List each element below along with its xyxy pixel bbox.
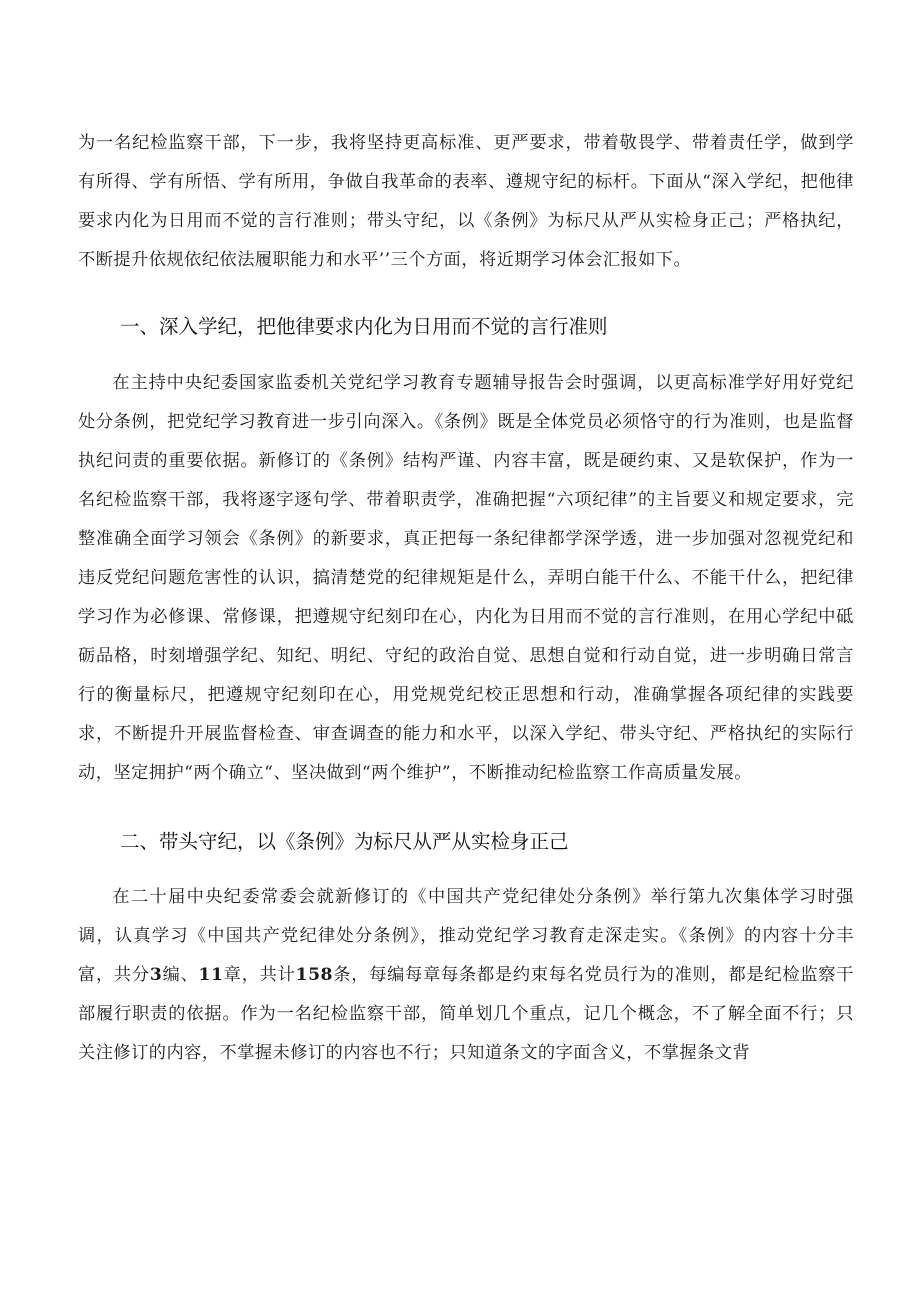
section-2-text-part-4: 条，每编每章每条都是约束每名党员行为的准则，都是纪检监察干部履行职责的依据。作为一名纪检监察干部，简单划几个重点，记几个概念，不了解全面不行；只关注修订的内容，不掌握未修订的内容也不行；只知道条文的字面含义，不掌握条文背 [78,965,854,1063]
section-2-text-part-3: 章，共计 [223,965,296,985]
section-2-heading: 二、带头守纪，以《条例》为标尺从严从实检身正己 [120,830,569,853]
document-body [78,124,854,1073]
articles-count: 158 [295,965,333,985]
chapters-count: 11 [198,965,224,985]
intro-paragraph: 为一名纪检监察干部，下一步，我将坚持更高标准、更严要求，带着敬畏学、带着责任学，做到学有所得、学有所悟、学有所用，争做自我革命的表率、遵规守纪的标杆。下面从“深入学纪，把他律要求内化为日用而不觉的言行准则；带头守纪，以《条例》为标尺从严从实检身正己；严格执纪，不断提升依规依纪依法履职能力和水平’’三个方面，将近期学习体会汇报如下。 [78,133,854,270]
section-1-heading: 一、深入学纪，把他律要求内化为日用而不觉的言行准则 [120,315,608,338]
section-2-paragraph [78,878,854,1073]
section-2-text-part-1: 在二十届中央纪委常委会就新修订的《中国共产党纪律处分条例》举行第九次集体学习时强调，认真学习《中国共产党纪律处分条例》，推动党纪学习教育走深走实。《条例》的内容十分丰富，共分 [78,887,854,985]
parts-count: 3 [149,965,163,985]
section-2-text-part-2: 编、 [162,965,199,985]
section-1-paragraph: 在主持中央纪委国家监委机关党纪学习教育专题辅导报告会时强调，以更高标准学好用好党纪处分条例，把党纪学习教育进一步引向深入。《条例》既是全体党员必须恪守的行为准则，也是监督执纪问责的重要依据。新修订的《条例》结构严谨、内容丰富，既是硬约束、又是软保护，作为一名纪检监察干部，我将逐字逐句学、带着职责学，准确把握“六项纪律”的主旨要义和规定要求，完整准确全面学习领会《条例》的新要求，真正把每一条纪律都学深学透，进一步加强对忽视党纪和违反党纪问题危害性的认识，搞清楚党的纪律规矩是什么，弄明白能干什么、不能干什么，把纪律学习作为必修课、常修课，把遵规守纪刻印在心，内化为日用而不觉的言行准则，在用心学纪中砥砺品格，时刻增强学纪、知纪、明纪、守纪的政治自觉、思想自觉和行动自觉，进一步明确日常言行的衡量标尺，把遵规守纪刻印在心，用党规党纪校正思想和行动，准确掌握各项纪律的实践要求，不断提升开展监督检查、审查调查的能力和水平，以深入学纪、带头守纪、严格执纪的实际行动，坚定拥护“两个确立“、坚决做到“两个维护”，不断推动纪检监察工作高质量发展。 [78,373,854,783]
